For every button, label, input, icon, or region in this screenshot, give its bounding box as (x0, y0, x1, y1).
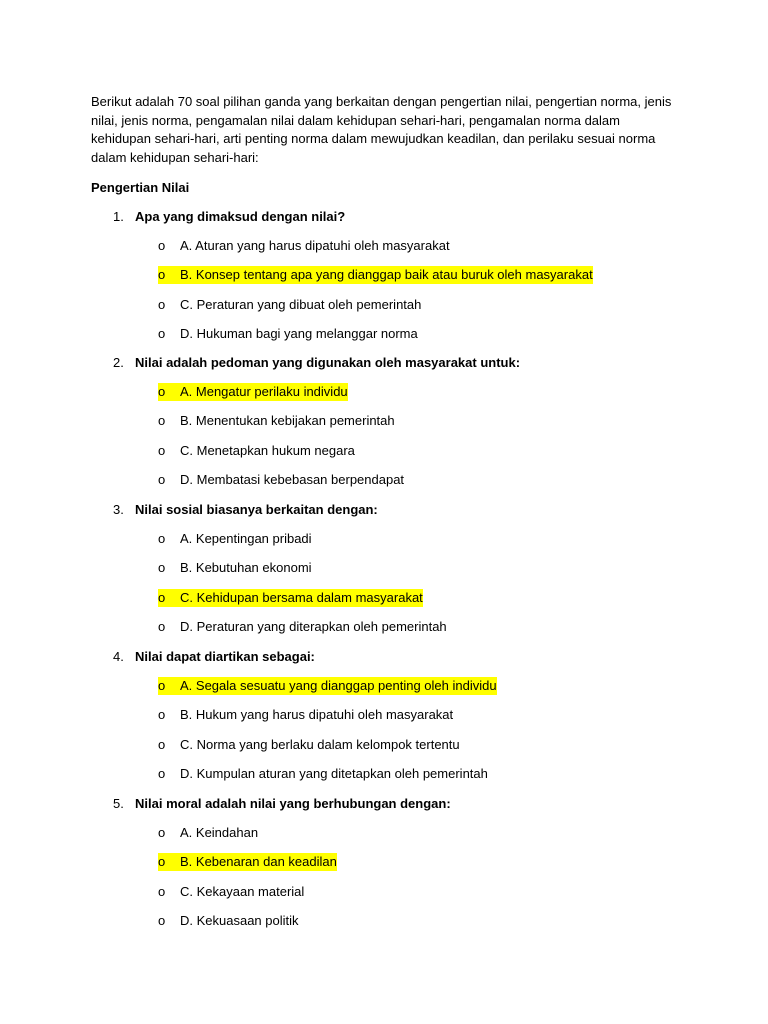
answer-option (158, 296, 421, 314)
answer-option-highlighted (158, 589, 423, 607)
answer-option-highlighted (158, 266, 593, 284)
question-text: Nilai moral adalah nilai yang berhubungan dengan: (135, 796, 451, 811)
bullet-marker: o (158, 590, 166, 605)
bullet-marker: o (158, 825, 166, 840)
question-text: Apa yang dimaksud dengan nilai? (135, 209, 346, 224)
bullet-marker: o (158, 913, 166, 928)
option-text: B. Hukum yang harus dipatuhi oleh masyarakat (180, 707, 454, 722)
bullet-marker: o (158, 326, 166, 341)
option-text: D. Membatasi kebebasan berpendapat (180, 472, 405, 487)
option-text: B. Konsep tentang apa yang dianggap baik atau buruk oleh masyarakat (180, 267, 593, 282)
bullet-marker: o (158, 619, 166, 634)
question-number: 2. (113, 355, 124, 370)
answer-option (158, 325, 418, 343)
answer-option (158, 530, 312, 548)
bullet-marker: o (158, 238, 166, 253)
answer-option (158, 765, 488, 783)
bullet-marker: o (158, 267, 166, 282)
answer-option (158, 442, 355, 460)
option-text: B. Kebenaran dan keadilan (180, 854, 337, 869)
answer-option-highlighted (158, 383, 348, 401)
bullet-marker: o (158, 707, 166, 722)
option-text: A. Segala sesuatu yang dianggap penting oleh individu (180, 678, 497, 693)
answer-option (158, 559, 312, 577)
bullet-marker: o (158, 737, 166, 752)
option-text: C. Kehidupan bersama dalam masyarakat (180, 590, 423, 605)
question-text: Nilai dapat diartikan sebagai: (135, 649, 315, 664)
answer-option (158, 736, 460, 754)
bullet-marker: o (158, 766, 166, 781)
bullet-marker: o (158, 384, 166, 399)
answer-option (158, 883, 304, 901)
option-text: B. Menentukan kebijakan pemerintah (180, 413, 395, 428)
option-text: B. Kebutuhan ekonomi (180, 560, 312, 575)
bullet-marker: o (158, 678, 166, 693)
bullet-marker: o (158, 560, 166, 575)
answer-option-highlighted (158, 677, 497, 695)
option-text: D. Kekuasaan politik (180, 913, 299, 928)
option-text: C. Peraturan yang dibuat oleh pemerintah (180, 297, 422, 312)
question-text: Nilai sosial biasanya berkaitan dengan: (135, 502, 378, 517)
option-text: A. Aturan yang harus dipatuhi oleh masyarakat (180, 238, 450, 253)
question-number: 1. (113, 209, 124, 224)
bullet-marker: o (158, 443, 166, 458)
question-number: 4. (113, 649, 124, 664)
option-text: A. Keindahan (180, 825, 259, 840)
section-heading: Pengertian Nilai (91, 180, 190, 195)
answer-option (158, 912, 299, 930)
question-number: 5. (113, 796, 124, 811)
bullet-marker: o (158, 413, 166, 428)
option-text: D. Hukuman bagi yang melanggar norma (180, 326, 418, 341)
option-text: C. Kekayaan material (180, 884, 305, 899)
bullet-marker: o (158, 472, 166, 487)
question-number: 3. (113, 502, 124, 517)
intro-paragraph: Berikut adalah 70 soal pilihan ganda yang berkaitan dengan pengertian nilai, pengertian norma, jenis nilai, jenis norma, pengamalan nilai dalam kehidupan sehari-hari, pengamalan norma dalam kehidupan sehari-hari, arti penting norma dalam mewujudkan keadilan, dan perilaku sesuai norma dalam kehidupan sehari-hari: (91, 94, 672, 165)
option-text: D. Kumpulan aturan yang ditetapkan oleh pemerintah (180, 766, 488, 781)
question-text: Nilai adalah pedoman yang digunakan oleh masyarakat untuk: (135, 355, 521, 370)
answer-option (158, 618, 447, 636)
answer-option (158, 237, 450, 255)
bullet-marker: o (158, 531, 166, 546)
bullet-marker: o (158, 884, 166, 899)
option-text: A. Kepentingan pribadi (180, 531, 312, 546)
answer-option (158, 412, 395, 430)
option-text: A. Mengatur perilaku individu (180, 384, 348, 399)
option-text: C. Norma yang berlaku dalam kelompok tertentu (180, 737, 460, 752)
option-text: D. Peraturan yang diterapkan oleh pemerintah (180, 619, 447, 634)
option-text: C. Menetapkan hukum negara (180, 443, 355, 458)
answer-option (158, 471, 404, 489)
answer-option (158, 824, 258, 842)
bullet-marker: o (158, 297, 166, 312)
bullet-marker: o (158, 854, 166, 869)
answer-option-highlighted (158, 853, 337, 871)
answer-option (158, 706, 453, 724)
